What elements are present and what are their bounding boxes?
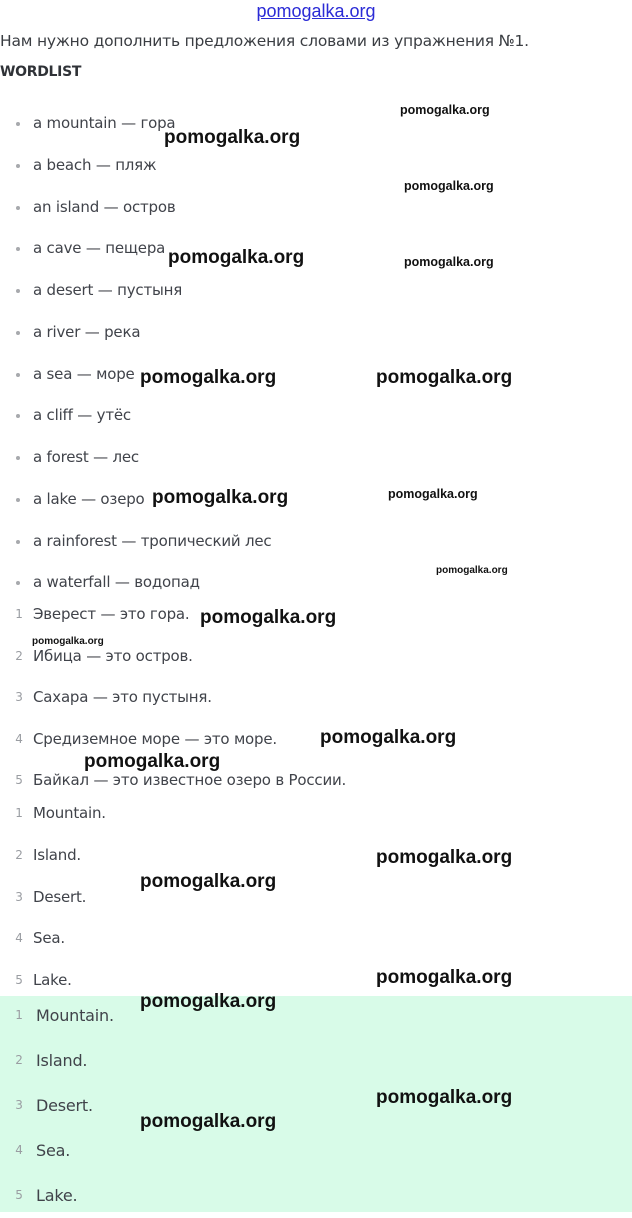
watermark: pomogalka.org xyxy=(400,103,490,117)
item-number: 2 xyxy=(15,648,23,663)
watermark: pomogalka.org xyxy=(376,847,513,868)
list-item: a mountain — гора xyxy=(0,103,271,145)
item-number: 4 xyxy=(15,1143,23,1157)
item-number: 5 xyxy=(15,1188,23,1202)
watermark: pomogalka.org xyxy=(376,967,513,988)
watermark: pomogalka.org xyxy=(152,487,289,508)
item-number: 1 xyxy=(15,806,23,820)
list-item: a lake — озеро xyxy=(0,479,271,521)
item-number: 4 xyxy=(15,731,23,746)
watermark: pomogalka.org xyxy=(376,367,513,388)
answer-item: 5 Lake. xyxy=(0,960,106,1002)
sentence-item: 4 Средиземное море — это море. xyxy=(0,719,346,761)
sentence-item: 1 Эверест — это гора. xyxy=(0,594,346,636)
answer-item: 1 Mountain. xyxy=(0,793,106,835)
watermark: pomogalka.org xyxy=(168,247,305,268)
bullet-icon xyxy=(16,164,20,168)
watermark: pomogalka.org xyxy=(376,1087,513,1108)
list-item: a desert — пустыня xyxy=(0,270,271,312)
answer-item: 2 Island. xyxy=(0,835,106,877)
item-number: 5 xyxy=(15,973,23,988)
answer-box-item: 1 Mountain. xyxy=(0,993,114,1038)
watermark: pomogalka.org xyxy=(436,565,508,576)
bullet-icon xyxy=(16,247,20,251)
item-number: 5 xyxy=(15,773,23,788)
watermark: pomogalka.org xyxy=(404,255,494,269)
watermark: pomogalka.org xyxy=(32,636,104,647)
bullet-icon xyxy=(16,414,20,418)
watermark: pomogalka.org xyxy=(140,871,277,892)
item-number: 3 xyxy=(15,1098,23,1112)
watermark: pomogalka.org xyxy=(404,179,494,193)
item-number: 3 xyxy=(15,889,23,904)
intro-text: Нам нужно дополнить предложения словами из упражнения №1. xyxy=(0,32,529,50)
list-item: a rainforest — тропический лес xyxy=(0,521,271,563)
sentence-item: 3 Сахара — это пустыня. xyxy=(0,677,346,719)
bullet-icon xyxy=(16,289,20,293)
answer-box-item: 5 Lake. xyxy=(0,1173,114,1218)
watermark: pomogalka.org xyxy=(84,751,221,772)
site-link[interactable]: pomogalka.org xyxy=(256,1,376,21)
watermark: pomogalka.org xyxy=(200,607,337,628)
wordlist xyxy=(0,103,271,604)
watermark: pomogalka.org xyxy=(140,1111,277,1132)
answer-item: 4 Sea. xyxy=(0,918,106,960)
bullet-icon xyxy=(16,373,20,377)
list-item: a cliff — утёс xyxy=(0,395,271,437)
item-number: 2 xyxy=(15,1053,23,1067)
watermark: pomogalka.org xyxy=(140,367,277,388)
item-number: 1 xyxy=(15,1008,23,1022)
list-item: a forest — лес xyxy=(0,437,271,479)
bullet-icon xyxy=(16,122,20,126)
wordlist-heading: WORDLIST xyxy=(0,64,82,80)
item-number: 3 xyxy=(15,690,23,705)
watermark: pomogalka.org xyxy=(320,727,457,748)
list-item: a beach — пляж xyxy=(0,145,271,187)
bullet-icon xyxy=(16,581,20,585)
list-item: an island — остров xyxy=(0,187,271,229)
sentence-item: 5 Байкал — это известное озеро в России. xyxy=(0,760,346,802)
bullet-icon xyxy=(16,331,20,335)
bullet-icon xyxy=(16,498,20,502)
bullet-icon xyxy=(16,456,20,460)
item-number: 4 xyxy=(15,931,23,946)
item-number: 2 xyxy=(15,847,23,862)
list-item: a waterfall — водопад xyxy=(0,562,271,604)
answer-box-item: 4 Sea. xyxy=(0,1128,114,1173)
item-number: 1 xyxy=(15,607,23,621)
list-item: a sea — море xyxy=(0,354,271,396)
answer-list xyxy=(0,793,106,1002)
list-item: a cave — пещера xyxy=(0,228,271,270)
answer-box-list xyxy=(0,993,114,1218)
bullet-icon xyxy=(16,540,20,544)
bullet-icon xyxy=(16,206,20,210)
answer-item: 3 Desert. xyxy=(0,877,106,919)
list-item: a river — река xyxy=(0,312,271,354)
watermark: pomogalka.org xyxy=(140,991,277,1012)
sentence-item: 2 Ибица — это остров. xyxy=(0,636,346,678)
answer-box-item: 3 Desert. xyxy=(0,1083,114,1128)
answer-box-item: 2 Island. xyxy=(0,1038,114,1083)
watermark: pomogalka.org xyxy=(388,487,478,501)
watermark: pomogalka.org xyxy=(164,127,301,148)
